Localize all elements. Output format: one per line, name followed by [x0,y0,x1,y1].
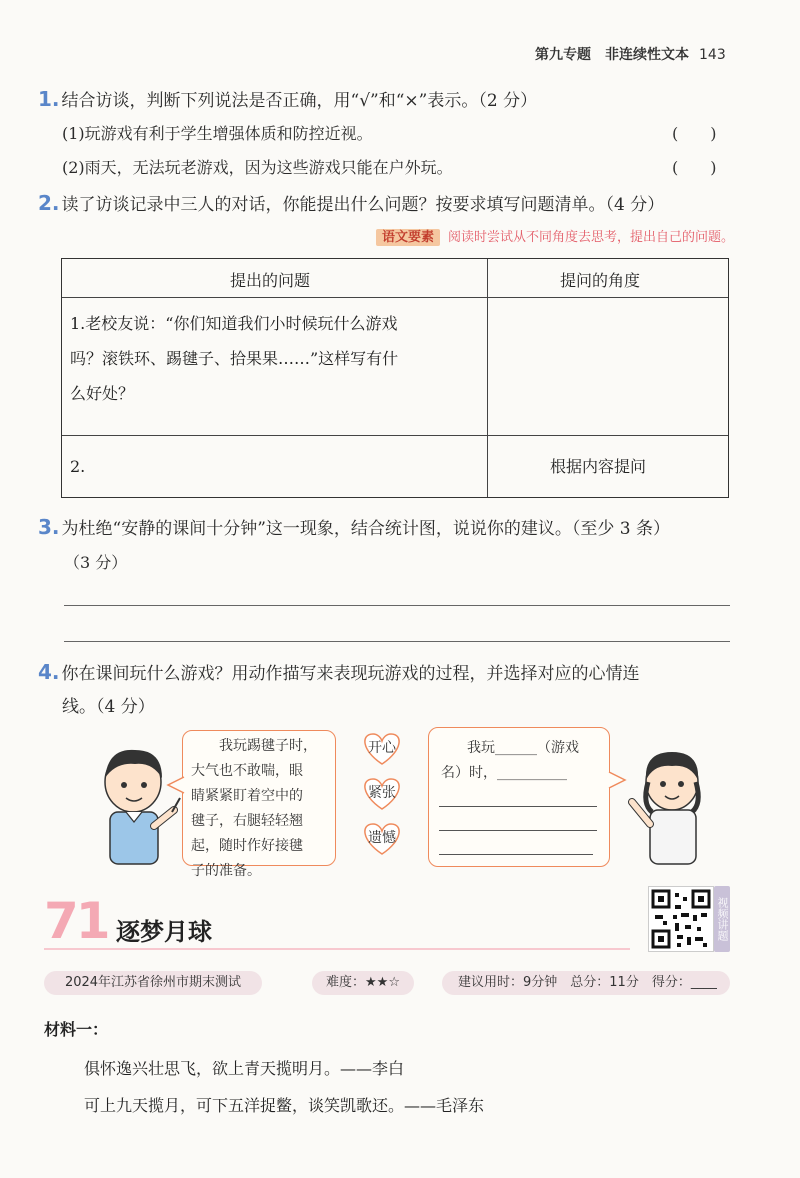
difficulty-badge: 难度：★★☆ [312,971,414,995]
bubble-line: 起，随时作好接毽 [191,838,303,854]
video-explanation-tag[interactable]: 视频讲题 [714,886,730,952]
q1-answer-box-1[interactable]: ( ) [672,124,717,143]
question-number: 4. [38,660,60,684]
bubble-line: 我玩踢毽子时， [219,738,317,754]
table-row-line: 么好处？ [70,384,135,403]
bubble-line: 大气也不敢喘，眼 [191,763,303,779]
poem-line-1: 俱怀逸兴壮思飞，欲上青天揽明月。——李白 [84,1059,405,1078]
mood-regret[interactable] [359,820,405,856]
bubble-line: 睛紧紧盯着空中的 [191,788,303,804]
question-number: 2. [38,191,60,215]
page-number: 143 [699,47,726,63]
lesson-number: 71 [44,892,108,950]
q1-answer-box-2[interactable]: ( ) [672,158,717,177]
answer-line[interactable] [64,605,730,606]
answer-line[interactable] [439,830,597,831]
question-4-line-2: 线。（4 分） [62,697,155,717]
mood-nervous[interactable] [359,775,405,811]
lesson-title: 逐梦月球 [116,918,212,946]
qr-code-icon[interactable] [648,886,714,952]
table-row-line: 吗？滚铁环、踢毽子、拾果果……”这样写有什 [70,349,399,368]
question-text: 你在课间玩什么游戏？用动作描写来表现玩游戏的过程，并选择对应的心情连 [61,664,640,684]
q1-item-2: (2)雨天，无法玩老游戏，因为这些游戏只能在户外玩。 [62,158,453,177]
question-4 [38,659,640,684]
left-speech-bubble [182,730,336,879]
girl-illustration [620,740,720,870]
page-header [535,44,726,64]
answer-line[interactable] [64,641,730,642]
table-row-1-question [70,306,398,411]
bubble-line: 毽子，右腿轻轻翘 [191,813,303,829]
boy-illustration [88,740,190,870]
question-3 [38,514,670,539]
mood-label: 开心 [368,740,396,756]
mood-label: 紧张 [368,785,396,801]
mood-label: 遗憾 [368,830,396,846]
section-title: 第九专题 非连续性文本 [535,47,689,63]
mood-happy[interactable] [359,730,405,766]
question-text: 读了访谈记录中三人的对话，你能提出什么问题？按要求填写问题清单。（4 分） [61,195,665,215]
element-tag: 语文要素 [376,229,440,246]
table-header-angle: 提问的角度 [560,271,641,290]
question-text: 结合访谈，判断下列说法是否正确，用“√”和“×”表示。（2 分） [61,91,538,111]
question-number: 1. [38,87,60,111]
bubble-line: 名）时，__________ [441,765,567,781]
answer-line[interactable] [439,806,597,807]
table-row-2-angle: 根据内容提问 [550,457,647,476]
question-number: 3. [38,515,60,539]
q1-item-1: (1)玩游戏有利于学生增强体质和防控近视。 [62,124,373,143]
bubble-tail [166,775,186,795]
bubble-line: 我玩______（游戏 [467,740,579,756]
question-2 [38,190,664,215]
answer-line[interactable] [439,854,593,855]
info-bar [44,971,730,995]
element-hint: 阅读时尝试从不同角度去思考，提出自己的问题。 [447,230,734,245]
table-row-line: 1.老校友说：“你们知道我们小时候玩什么游戏 [70,314,398,333]
source-badge: 2024年江苏省徐州市期末测试 [44,971,262,995]
title-underline [44,948,630,950]
time-score-badge: 建议用时：9分钟 总分：11分 得分：____ [442,971,730,995]
poem-line-2: 可上九天揽月，可下五洋捉鳖，谈笑凯歌还。——毛泽东 [84,1096,485,1115]
question-1 [38,86,537,111]
question-text: 为杜绝“安静的课间十分钟”这一现象，结合统计图，说说你的建议。（至少 3 条） [61,519,671,539]
question-3-score: （3 分） [64,553,128,572]
question-table [61,258,729,498]
element-hint-row [376,226,734,245]
right-speech-bubble[interactable] [428,727,610,867]
table-header-question: 提出的问题 [230,271,311,290]
material-label: 材料一： [44,1020,109,1039]
bubble-line: 子的准备。 [191,863,261,879]
table-row-2-question: 2. [70,457,86,476]
